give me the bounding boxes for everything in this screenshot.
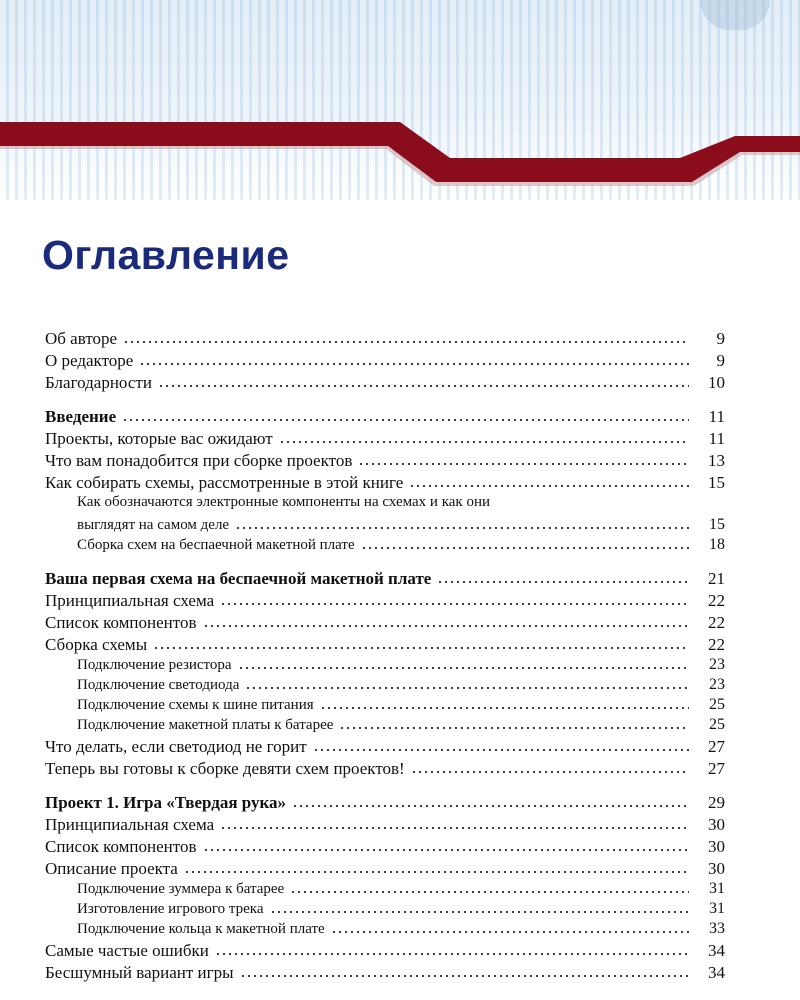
toc-chapter[interactable]: [45, 790, 725, 812]
toc-leader-dots: [139, 362, 689, 366]
toc-leader-dots: [279, 440, 689, 444]
toc-chapter[interactable]: [45, 404, 725, 426]
toc-spacer: [45, 778, 725, 790]
toc-chapter-title: Введение: [45, 407, 117, 426]
toc-leader-dots: [203, 624, 690, 628]
toc-leader-dots: [220, 826, 689, 830]
toc-entry-title: Самые частые ошибки: [45, 941, 209, 960]
toc-subentry[interactable]: [45, 654, 725, 674]
toc-subentry-title: Сборка схем на беспаечной макетной плате: [77, 537, 355, 553]
toc-leader-dots: [331, 930, 689, 934]
toc-entry-title: Благодарности: [45, 373, 152, 392]
toc-entry-title: Принципиальная схема: [45, 815, 215, 834]
toc-entry[interactable]: [45, 756, 725, 778]
toc-entry-page: 23: [709, 676, 725, 693]
toc-entry-title: Что делать, если светодиод не горит: [45, 737, 307, 756]
toc-entry-title: Что вам понадобится при сборке проектов: [45, 451, 353, 470]
toc-entry-page: 18: [709, 536, 725, 553]
toc-leader-dots: [240, 974, 689, 978]
toc-leader-dots: [411, 770, 689, 774]
toc-subentry-title: Подключение схемы к шине питания: [77, 697, 314, 713]
toc-leader-dots: [215, 952, 689, 956]
toc-entry-page: 22: [708, 613, 725, 632]
toc-entry-title: Принципиальная схема: [45, 591, 215, 610]
toc-entry-page: 25: [709, 696, 725, 713]
toc-leader-dots: [203, 848, 690, 852]
header-banner: [0, 100, 800, 200]
toc-entry[interactable]: [45, 426, 725, 448]
toc-leader-dots: [320, 706, 689, 710]
toc-entry-title: Бесшумный вариант игры: [45, 963, 234, 982]
toc-entry-page: 13: [708, 451, 725, 470]
toc-chapter-title: Ваша первая схема на беспаечной макетной плате: [45, 569, 432, 588]
table-of-contents: [45, 326, 725, 982]
toc-entry-title: Список компонентов: [45, 837, 197, 856]
toc-leader-dots: [358, 462, 689, 466]
toc-subentry-title: Подключение светодиода: [77, 677, 240, 693]
toc-subentry-title-line1: Как обозначаются электронные компоненты на схемах и как они: [77, 494, 490, 510]
toc-entry-page: 15: [708, 473, 725, 492]
toc-leader-dots: [122, 418, 689, 422]
toc-entry-page: 15: [709, 516, 725, 533]
toc-entry[interactable]: [45, 812, 725, 834]
toc-subentry[interactable]: [45, 918, 725, 938]
toc-entry-page: 30: [708, 859, 725, 878]
toc-entry[interactable]: [45, 834, 725, 856]
toc-entry[interactable]: [45, 348, 725, 370]
toc-entry-page: 34: [708, 941, 725, 960]
toc-leader-dots: [437, 580, 689, 584]
toc-entry-page: 22: [708, 635, 725, 654]
toc-entry-title: Проекты, которые вас ожидают: [45, 429, 273, 448]
toc-leader-dots: [153, 646, 689, 650]
toc-entry[interactable]: [45, 960, 725, 982]
toc-entry-page: 30: [708, 815, 725, 834]
toc-entry-page: 25: [709, 716, 725, 733]
toc-leader-dots: [292, 804, 689, 808]
toc-subentry-title: Подключение макетной платы к батарее: [77, 717, 334, 733]
toc-entry-title: Как собирать схемы, рассмотренные в этой книге: [45, 473, 404, 492]
toc-entry-page: 27: [708, 737, 725, 756]
page-title: Оглавление: [42, 232, 290, 278]
toc-entry-title: Описание проекта: [45, 859, 178, 878]
toc-entry[interactable]: [45, 326, 725, 348]
toc-entry-title: Сборка схемы: [45, 635, 148, 654]
toc-entry-page: 10: [708, 373, 725, 392]
toc-entry-title: Об авторе: [45, 329, 118, 348]
toc-leader-dots: [361, 546, 689, 550]
toc-chapter-title: Проект 1. Игра «Твердая рука»: [45, 793, 287, 812]
toc-entry-page: 29: [708, 793, 725, 812]
toc-subentry-title: Подключение резистора: [77, 657, 232, 673]
toc-leader-dots: [245, 686, 689, 690]
toc-entry-page: 11: [708, 407, 725, 426]
toc-spacer: [45, 554, 725, 566]
toc-entry[interactable]: [45, 734, 725, 756]
toc-subentry-title: Подключение зуммера к батарее: [77, 881, 285, 897]
toc-entry[interactable]: [45, 610, 725, 632]
toc-entry-page: 21: [708, 569, 725, 588]
toc-entry-title: Список компонентов: [45, 613, 197, 632]
toc-entry-title: Теперь вы готовы к сборке девяти схем проектов!: [45, 759, 405, 778]
toc-entry-page: 9: [716, 329, 725, 348]
toc-leader-dots: [123, 340, 689, 344]
toc-leader-dots: [339, 726, 689, 730]
toc-leader-dots: [238, 666, 689, 670]
toc-entry[interactable]: [45, 370, 725, 392]
toc-subentry-title-line2: выглядят на самом деле: [77, 517, 230, 533]
toc-subentry[interactable]: [45, 674, 725, 694]
toc-subentry[interactable]: [45, 714, 725, 734]
toc-leader-dots: [409, 484, 689, 488]
toc-entry-page: 34: [708, 963, 725, 982]
toc-leader-dots: [220, 602, 689, 606]
header-glow: [700, 0, 770, 30]
toc-leader-dots: [270, 910, 690, 914]
toc-leader-dots: [158, 384, 689, 388]
toc-entry-page: 9: [716, 351, 725, 370]
toc-subentry-title: Изготовление игрового трека: [77, 901, 264, 917]
toc-entry-page: 22: [708, 591, 725, 610]
toc-subentry[interactable]: [45, 898, 725, 918]
toc-subentry-title: Подключение кольца к макетной плате: [77, 921, 325, 937]
toc-spacer: [45, 392, 725, 404]
toc-entry[interactable]: [45, 470, 725, 492]
toc-entry-title: О редакторе: [45, 351, 134, 370]
toc-entry[interactable]: [45, 632, 725, 654]
toc-entry-page: 27: [708, 759, 725, 778]
toc-subentry[interactable]: [45, 694, 725, 714]
toc-entry[interactable]: [45, 588, 725, 610]
toc-chapter[interactable]: [45, 566, 725, 588]
toc-leader-dots: [184, 870, 689, 874]
toc-entry-page: 31: [709, 900, 725, 917]
toc-subentry[interactable]: [45, 878, 725, 898]
toc-subentry[interactable]: [45, 492, 725, 534]
toc-entry[interactable]: [45, 448, 725, 470]
toc-leader-dots: [313, 748, 689, 752]
toc-entry-page: 33: [709, 920, 725, 937]
toc-entry-page: 30: [708, 837, 725, 856]
toc-leader-dots: [290, 890, 689, 894]
toc-entry-page: 11: [708, 429, 725, 448]
toc-subentry[interactable]: [45, 534, 725, 554]
toc-entry-page: 31: [709, 880, 725, 897]
toc-leader-dots: [235, 526, 689, 530]
toc-entry[interactable]: [45, 938, 725, 960]
toc-entry-page: 23: [709, 656, 725, 673]
banner-stripe: [0, 122, 800, 182]
toc-entry[interactable]: [45, 856, 725, 878]
